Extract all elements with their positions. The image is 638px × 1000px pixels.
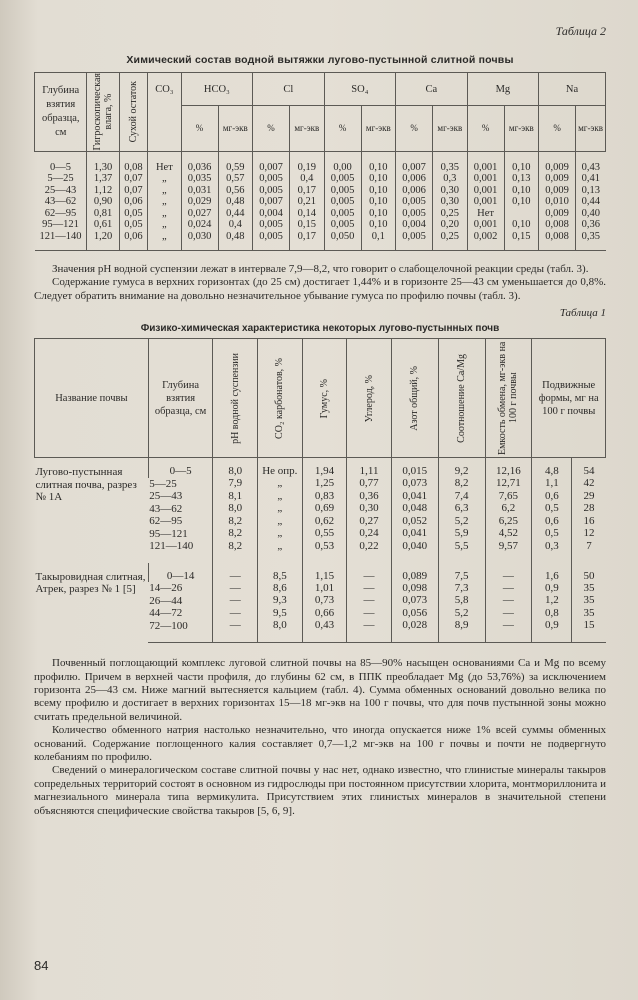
table-cell: 0,44 xyxy=(218,208,253,220)
table-cell: 8,0 xyxy=(213,503,258,516)
table-cell: 0,10 xyxy=(361,196,396,208)
table-cell: 8,2 xyxy=(438,478,485,491)
table-cell: 0,005 xyxy=(253,231,290,251)
table-cell: Нет xyxy=(467,208,504,220)
table-cell xyxy=(504,208,539,220)
table-cell: 0,098 xyxy=(391,582,438,595)
table-cell: 0,35 xyxy=(576,231,606,251)
table-cell: — xyxy=(485,582,532,595)
table-cell: 0,35 xyxy=(433,151,468,173)
table-cell: 0,05 xyxy=(119,208,148,220)
table-row xyxy=(35,173,606,185)
table-row xyxy=(35,231,606,251)
table-cell: 0,00 xyxy=(324,151,361,173)
table-cell: 5,8 xyxy=(438,595,485,608)
table-cell: 12 xyxy=(572,528,606,541)
table-row xyxy=(35,151,606,173)
table-cell: 0,001 xyxy=(467,151,504,173)
table-cell: 0,43 xyxy=(302,620,347,643)
subheader-mgeq: мг-экв xyxy=(433,106,468,151)
table-cell: 8,9 xyxy=(438,620,485,643)
table-cell: 7 xyxy=(572,540,606,563)
table-cell: — xyxy=(485,595,532,608)
table-cell: 0,06 xyxy=(119,231,148,251)
table-cell: 0,10 xyxy=(361,208,396,220)
table-cell: — xyxy=(213,620,258,643)
table-cell: 0,052 xyxy=(391,515,438,528)
table-cell: 0,004 xyxy=(253,208,290,220)
table-cell: 8,2 xyxy=(213,528,258,541)
table-cell: 0,005 xyxy=(396,231,433,251)
table-cell: „ xyxy=(258,478,303,491)
table-cell: 54 xyxy=(572,458,606,478)
table-cell: 0,10 xyxy=(361,185,396,197)
table-cell: 0,005 xyxy=(396,196,433,208)
subheader-pct: % xyxy=(253,106,290,151)
table-cell: — xyxy=(485,563,532,583)
table-cell: 7,4 xyxy=(438,490,485,503)
table-cell: 0,36 xyxy=(347,490,392,503)
table-cell: 0,30 xyxy=(347,503,392,516)
water-extract-table xyxy=(34,72,606,251)
table-cell: 0,001 xyxy=(467,173,504,185)
table-cell: 0,040 xyxy=(391,540,438,563)
table-cell: 9,3 xyxy=(258,595,303,608)
table-cell: 0,041 xyxy=(391,490,438,503)
table-cell: — xyxy=(213,595,258,608)
table-cell: 25—43 xyxy=(149,490,183,503)
paragraph-mineralogy: Сведений о минералогическом составе слитной почвы у нас нет, однако известно, что глинистые минералы такыров сопредельных территорий состоят в основном из гидрослюды при постоянном присутствии хлорита, монтмориллонита и магнезиального минерала типа вермикулита. Присутствием этих глинистых минералов в значительной степени объясняются специфические свойства такыров [5, 6, 9]. xyxy=(34,764,606,817)
table-cell: 0,024 xyxy=(181,219,218,231)
table-cell: „ xyxy=(258,528,303,541)
table-cell: 0,43 xyxy=(576,151,606,173)
subheader-pct: % xyxy=(396,106,433,151)
table-cell: 28 xyxy=(572,503,606,516)
table-cell: 0,53 xyxy=(302,540,347,563)
header-dry-residue: Сухой остаток xyxy=(119,73,148,152)
table-cell: 1,1 xyxy=(532,478,572,491)
table-cell: 5—25 xyxy=(47,173,74,184)
table-cell: — xyxy=(213,563,258,583)
table-cell: 0,19 xyxy=(290,151,325,173)
table-cell: 7,5 xyxy=(438,563,485,583)
subheader-mgeq: мг-экв xyxy=(576,106,606,151)
header-ca-mg-ratio: Соотношение Ca/Mg xyxy=(438,339,485,458)
table-cell: 0,9 xyxy=(532,620,572,643)
header-soil-name: Название почвы xyxy=(35,339,149,458)
page-number: 84 xyxy=(34,958,49,973)
table-cell: 16 xyxy=(572,515,606,528)
physchem-body xyxy=(35,458,606,643)
table-cell: 5,2 xyxy=(438,607,485,620)
table-cell: 6,25 xyxy=(485,515,532,528)
table-cell: — xyxy=(485,607,532,620)
subheader-mgeq: мг-экв xyxy=(290,106,325,151)
table-cell: 0,9 xyxy=(532,582,572,595)
table-cell: 0,009 xyxy=(539,173,576,185)
table-cell: 0,25 xyxy=(433,231,468,251)
table-cell: 0,041 xyxy=(391,528,438,541)
header-co3: CO₃ xyxy=(148,73,181,152)
table-cell: 0,007 xyxy=(253,196,290,208)
table-cell: 8,0 xyxy=(213,458,258,478)
paragraph-exchange-complex: Почвенный поглощающий комплекс луговой слитной почвы на 85—90% насыщен основаниями Ca и Mg по всему профилю. Причем в верхней части профиля, до глубины 62 см, в ППК преобладает Mg (до 53,76%) за исключением горизонта 25—43 см. Ниже магний вытесняется кальцием (табл. 4). Сумма обменных оснований довольно велика по всему профилю и достигает в верхних горизонтах 15—18 мг-экв на 100 г почвы, что для почв пустынной зоны можно считать предельной величиной. xyxy=(34,657,606,723)
table-cell: 0,06 xyxy=(119,196,148,208)
subheader-mgeq: мг-экв xyxy=(361,106,396,151)
header-ph: pH водной суспензии xyxy=(213,339,258,458)
subheader-pct: % xyxy=(539,106,576,151)
subheader-pct: % xyxy=(181,106,218,151)
table-cell: 0,10 xyxy=(361,173,396,185)
table-cell: 5,2 xyxy=(438,515,485,528)
table-cell: 0,24 xyxy=(347,528,392,541)
subheader-pct: % xyxy=(467,106,504,151)
table-title: Физико-химическая характеристика некоторых лугово-пустынных почв xyxy=(140,323,500,335)
table-cell: „ xyxy=(148,219,181,231)
table-cell: 0,005 xyxy=(253,173,290,185)
table-cell: 62—95 xyxy=(149,515,183,528)
table-cell: 14—26 xyxy=(149,582,183,595)
table-cell: 0,050 xyxy=(324,231,361,251)
table-cell: 0,48 xyxy=(218,231,253,251)
table-cell: 4,52 xyxy=(485,528,532,541)
table-cell: 0,006 xyxy=(396,185,433,197)
table-cell: 0,10 xyxy=(361,219,396,231)
table-number: Таблица 2 xyxy=(555,24,606,38)
table-cell: 0,007 xyxy=(253,151,290,173)
header-cl: Cl xyxy=(253,73,325,106)
table-cell: 25—43 xyxy=(44,184,77,196)
table-cell: 0,3 xyxy=(532,540,572,563)
table-cell: „ xyxy=(148,231,181,251)
table-cell: 0,22 xyxy=(347,540,392,563)
header-hco3: HCO₃ xyxy=(181,73,253,106)
table-cell: 0,006 xyxy=(396,173,433,185)
table-cell: 0,005 xyxy=(396,208,433,220)
table-cell: 95—121 xyxy=(42,219,79,230)
table-cell: 0,089 xyxy=(391,563,438,583)
table-cell: 0,56 xyxy=(218,185,253,197)
table-cell: 1,11 xyxy=(347,458,392,478)
table-cell: 35 xyxy=(572,582,606,595)
table-cell: 0,6 xyxy=(532,490,572,503)
table-cell: 42 xyxy=(572,478,606,491)
table-cell: 0,005 xyxy=(324,208,361,220)
table-cell: 0,008 xyxy=(539,231,576,251)
paragraph-ph: Значения pH водной суспензии лежат в интервале 7,9—8,2, что говорит о слабощелочной реакции среды (табл. 3). xyxy=(52,263,589,275)
subheader-mgeq: мг-экв xyxy=(218,106,253,151)
table-cell: 0,41 xyxy=(576,173,606,185)
table-cell: 0,6 xyxy=(532,515,572,528)
table-cell: 0,10 xyxy=(504,196,539,208)
table-cell: 7,9 xyxy=(213,478,258,491)
table-cell: — xyxy=(347,582,392,595)
table-cell: 0,59 xyxy=(218,151,253,173)
table-cell: 1,6 xyxy=(532,563,572,583)
table-cell: 12,16 xyxy=(485,458,532,478)
table-cell: 8,5 xyxy=(258,563,303,583)
table-cell: 0,15 xyxy=(290,219,325,231)
table-cell: 0,08 xyxy=(119,151,148,173)
table-cell: 0,005 xyxy=(253,219,290,231)
table-cell: 43—62 xyxy=(149,502,183,515)
table-cell: 7,3 xyxy=(438,582,485,595)
table-cell: — xyxy=(213,582,258,595)
table-cell: 0,009 xyxy=(539,185,576,197)
table-cell: 0,028 xyxy=(391,620,438,643)
table-cell: 121—140 xyxy=(149,540,194,553)
table-cell: 0,005 xyxy=(324,219,361,231)
table-cell: 0,002 xyxy=(467,231,504,251)
header-nitrogen: Азот общий, % xyxy=(391,339,438,458)
table-number: Таблица 1 xyxy=(559,307,606,320)
table-cell: 0—14 xyxy=(148,563,213,583)
table-cell: 0,15 xyxy=(504,231,539,251)
table-cell: 0,4 xyxy=(218,219,253,231)
header-mg: Mg xyxy=(467,73,539,106)
table-cell: 0,77 xyxy=(347,478,392,491)
table-cell: — xyxy=(347,563,392,583)
table-cell: 0,07 xyxy=(119,185,148,197)
table-cell: 43—62 xyxy=(44,196,77,207)
table-cell: 0,10 xyxy=(504,219,539,231)
table-cell: 62—95 xyxy=(44,207,77,219)
table-cell: 6,3 xyxy=(438,503,485,516)
table-cell: 0,17 xyxy=(290,185,325,197)
table-title: Химический состав водной вытяжки лугово-пустынной слитной почвы xyxy=(126,54,514,66)
table-cell: 121—140 xyxy=(35,231,87,251)
table-cell: 44—72 xyxy=(149,607,183,620)
table-cell: 0,17 xyxy=(290,231,325,251)
table-cell: 95—121 xyxy=(149,527,188,540)
table-row xyxy=(35,219,606,231)
table-cell: 0,36 xyxy=(576,219,606,231)
header-na: Na xyxy=(539,73,606,106)
table-cell: 0,009 xyxy=(539,151,576,173)
table-cell: 8,6 xyxy=(258,582,303,595)
table-cell: — xyxy=(213,607,258,620)
table-cell: 8,1 xyxy=(213,490,258,503)
table-cell: 1,30 xyxy=(87,151,119,173)
table-cell: 0,13 xyxy=(504,173,539,185)
table-cell: 0,05 xyxy=(119,219,148,231)
table-cell: 0,21 xyxy=(290,196,325,208)
table-cell: — xyxy=(347,595,392,608)
table-cell: 0,25 xyxy=(433,208,468,220)
header-ca: Ca xyxy=(396,73,468,106)
table-cell: 0,30 xyxy=(433,196,468,208)
table-cell: „ xyxy=(148,196,181,208)
table-cell: 0,20 xyxy=(433,219,468,231)
table-cell: 0,073 xyxy=(391,595,438,608)
table-cell: 0,10 xyxy=(504,151,539,173)
table-cell: 0,001 xyxy=(467,185,504,197)
table-cell: 5,9 xyxy=(438,528,485,541)
table-cell: 6,2 xyxy=(485,503,532,516)
table-cell: 1,25 xyxy=(302,478,347,491)
table-cell: 0,027 xyxy=(181,208,218,220)
table-row xyxy=(35,563,606,583)
table-cell: „ xyxy=(148,208,181,220)
table-cell: 0,007 xyxy=(396,151,433,173)
table-cell: 0—5 xyxy=(148,458,213,478)
table-cell: 0,69 xyxy=(302,503,347,516)
table-cell: 0,73 xyxy=(302,595,347,608)
table-cell: 8,2 xyxy=(213,540,258,563)
table-cell: 0,57 xyxy=(218,173,253,185)
table-cell: 1,20 xyxy=(87,231,119,251)
table-cell: 0,001 xyxy=(467,219,504,231)
header-carbon: Углерод, % xyxy=(347,339,392,458)
table-cell: 0,1 xyxy=(361,231,396,251)
table-cell: 0,81 xyxy=(87,208,119,220)
table-cell: 0,83 xyxy=(302,490,347,503)
table-cell: 0,009 xyxy=(539,208,576,220)
table-cell: 0,44 xyxy=(576,196,606,208)
table-cell: 0,62 xyxy=(302,515,347,528)
table-row xyxy=(35,196,606,208)
table-cell: 0,07 xyxy=(119,173,148,185)
table-cell: 0,48 xyxy=(218,196,253,208)
header-capacity: Емкость обмена, мг-экв на 100 г почвы xyxy=(485,339,532,458)
table-cell: 0,5 xyxy=(532,528,572,541)
table-cell: 0,13 xyxy=(576,185,606,197)
physchem-table xyxy=(34,338,606,643)
subheader-pct: % xyxy=(324,106,361,151)
table-cell: 0—5 xyxy=(49,161,71,173)
table-cell: 5—25 xyxy=(149,477,177,490)
table-cell: 9,57 xyxy=(485,540,532,563)
table-cell: — xyxy=(485,620,532,643)
table-cell: 72—100 xyxy=(148,620,213,643)
table-cell: — xyxy=(347,620,392,643)
table-cell: „ xyxy=(258,540,303,563)
header-co2: CO₂ карбонатов, % xyxy=(258,339,303,458)
table-cell: 0,005 xyxy=(324,185,361,197)
header-humus: Гумус, % xyxy=(302,339,347,458)
subheader-mgeq: мг-экв xyxy=(504,106,539,151)
table-cell: 26—44 xyxy=(149,594,183,607)
table-cell: 1,37 xyxy=(87,173,119,185)
table-row xyxy=(35,208,606,220)
table-cell: 0,55 xyxy=(302,528,347,541)
table-cell: 9,2 xyxy=(438,458,485,478)
table-cell: 35 xyxy=(572,607,606,620)
table-cell: 12,71 xyxy=(485,478,532,491)
table-cell: 0,029 xyxy=(181,196,218,208)
table-cell: Нет xyxy=(148,151,181,173)
table-cell: 0,010 xyxy=(539,196,576,208)
table-cell: 0,073 xyxy=(391,478,438,491)
table-cell: 0,048 xyxy=(391,503,438,516)
table-cell: 0,015 xyxy=(391,458,438,478)
table-cell: 4,8 xyxy=(532,458,572,478)
table-cell: — xyxy=(347,607,392,620)
header-depth: Глубина взятия образца, см xyxy=(148,339,213,458)
table-cell: 0,5 xyxy=(532,503,572,516)
header-depth: Глубина взятия образца, см xyxy=(35,73,87,152)
table-cell: 0,90 xyxy=(87,196,119,208)
table-cell: „ xyxy=(258,515,303,528)
table-cell: 1,2 xyxy=(532,595,572,608)
table-cell: 0,005 xyxy=(324,196,361,208)
table-cell: 0,035 xyxy=(181,173,218,185)
paragraph-humus: Содержание гумуса в верхних горизонтах (до 25 см) достигает 1,44% и в горизонте 25—43 см уменьшается до 0,8%. Следует обратить внимание на довольно незначительное убывание гумуса по профилю почвы (табл. 3). xyxy=(34,276,606,302)
table-cell: 0,27 xyxy=(347,515,392,528)
table-cell: 15 xyxy=(572,620,606,643)
table-cell: 0,61 xyxy=(87,219,119,231)
table-cell: 0,14 xyxy=(290,208,325,220)
table-cell: 1,15 xyxy=(302,563,347,583)
table-cell: 0,4 xyxy=(290,173,325,185)
table-cell: 0,008 xyxy=(539,219,576,231)
header-mobile-forms: Подвижные формы, мг на 100 г почвы xyxy=(532,339,606,458)
water-extract-body xyxy=(35,151,606,251)
table-cell: 9,5 xyxy=(258,607,303,620)
table-cell: 0,3 xyxy=(433,173,468,185)
table-row xyxy=(35,458,606,478)
table-cell: 0,005 xyxy=(324,173,361,185)
header-hygro: Гигроскопическая влага, % xyxy=(87,73,119,152)
table-cell: 7,65 xyxy=(485,490,532,503)
soil-name-cell: Лугово-пустынная слитная почва, разрез № 1А xyxy=(35,466,137,504)
table-cell: 0,004 xyxy=(396,219,433,231)
table-cell: 35 xyxy=(572,595,606,608)
table-cell: 1,12 xyxy=(87,185,119,197)
table-cell: 0,10 xyxy=(361,151,396,173)
table-cell: „ xyxy=(258,490,303,503)
table-cell: 8,0 xyxy=(258,620,303,643)
table-row xyxy=(35,185,606,197)
header-so4: SO₄ xyxy=(324,73,396,106)
table-cell: 0,10 xyxy=(504,185,539,197)
table-cell: 1,01 xyxy=(302,582,347,595)
table-cell: 0,030 xyxy=(181,231,218,251)
table-cell: 0,66 xyxy=(302,607,347,620)
table-cell: 0,40 xyxy=(576,208,606,220)
table-cell: 0,036 xyxy=(181,151,218,173)
table-cell: 29 xyxy=(572,490,606,503)
table-cell: 0,056 xyxy=(391,607,438,620)
table-cell: „ xyxy=(148,185,181,197)
table-cell: „ xyxy=(258,503,303,516)
table-cell: 0,8 xyxy=(532,607,572,620)
soil-name-cell: Такыровидная слитная, Атрек, разрез № 1 [5] xyxy=(35,570,146,596)
table-cell: 8,2 xyxy=(213,515,258,528)
table-cell: 0,031 xyxy=(181,185,218,197)
paragraph-sodium: Количество обменного натрия настолько незначительно, что иногда опускается ниже 1% всей суммы обменных оснований. Содержание поглощенного калия составляет 0,7—1,2 мг-экв на 100 г почвы и почти не подвергнуто колебаниям по профилю. xyxy=(34,724,606,764)
table-cell: „ xyxy=(148,173,181,185)
table-cell: 50 xyxy=(572,563,606,583)
table-cell: 0,001 xyxy=(467,196,504,208)
table-cell: 1,94 xyxy=(302,458,347,478)
table-cell: 5,5 xyxy=(438,540,485,563)
table-cell: Не опр. xyxy=(258,458,303,478)
table-cell: 0,30 xyxy=(433,185,468,197)
table-cell: 0,005 xyxy=(253,185,290,197)
